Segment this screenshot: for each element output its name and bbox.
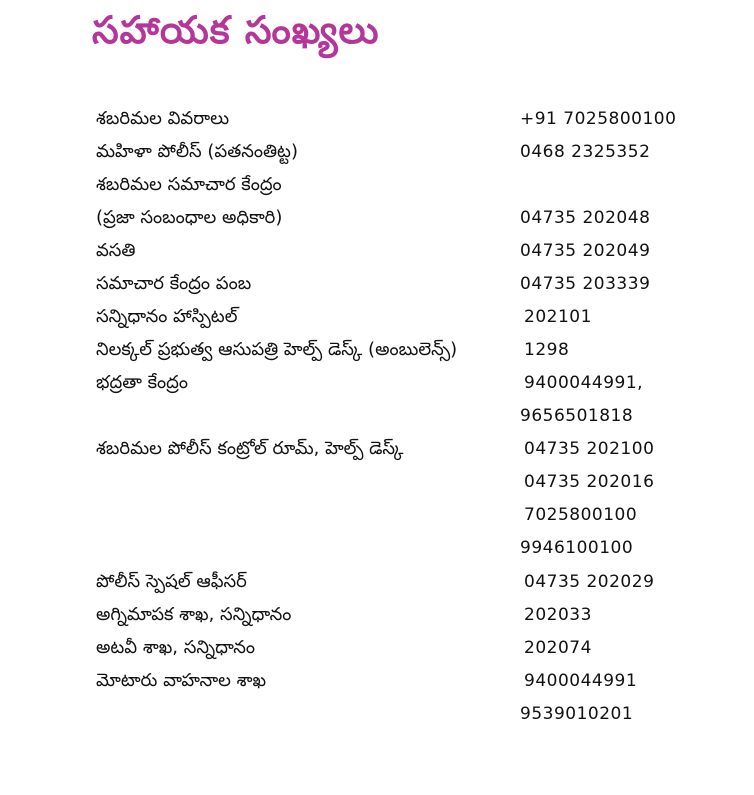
contact-number: 9400044991 xyxy=(524,671,638,691)
contact-label-accommodation: వసతి xyxy=(96,240,136,261)
contact-number: 04735 202100 xyxy=(524,439,655,459)
contact-number: 9400044991, xyxy=(524,373,644,393)
contact-number: 04735 202029 xyxy=(524,572,655,592)
contact-label-police-control-room: శబరిమల పోలీస్ కంట్రోల్ రూమ్, హెల్ప్ డెస్క్ xyxy=(96,438,404,459)
contact-number: 04735 203339 xyxy=(520,274,651,294)
contact-label-info-center: శబరిమల సమాచార కేంద్రం xyxy=(96,174,282,195)
contact-label-forest-department: అటవీ శాఖ, సన్నిధానం xyxy=(96,637,256,658)
contact-number: +91 7025800100 xyxy=(520,109,677,129)
contact-number: 9539010201 xyxy=(520,704,634,724)
contact-number: 0468 2325352 xyxy=(520,142,651,162)
contact-number: 7025800100 xyxy=(524,505,638,525)
contact-label-police-special-officer: పోలీస్ స్పెషల్ ఆఫీసర్ xyxy=(96,571,247,592)
contact-label-info-center-pamba: సమాచార కేంద్రం పంబ xyxy=(96,273,252,294)
contact-number: 9656501818 xyxy=(520,406,634,426)
contact-number: 9946100100 xyxy=(520,538,634,558)
contact-number: 202074 xyxy=(524,638,592,658)
contact-label-sannidhanam-hospital: సన్నిధానం హాస్పిటల్ xyxy=(96,306,238,327)
contact-number: 04735 202016 xyxy=(524,472,655,492)
contact-number: 202101 xyxy=(524,307,592,327)
contact-label-pro: (ప్రజా సంబంధాల అధికారి) xyxy=(96,207,283,228)
page-title: సహాయక సంఖ్యలు xyxy=(92,8,380,52)
contact-label-sabarimala-info: శబరిమల వివరాలు xyxy=(96,108,230,129)
contact-number: 04735 202048 xyxy=(520,208,651,228)
contact-number: 202033 xyxy=(524,605,592,625)
contact-label-motor-vehicles-department: మోటారు వాహనాల శాఖ xyxy=(96,670,267,691)
contact-label-security-center: భద్రతా కేంద్రం xyxy=(96,372,188,393)
contact-number: 1298 xyxy=(524,340,570,360)
contact-label-fire-department: అగ్నిమాపక శాఖ, సన్నిధానం xyxy=(96,604,292,625)
contact-label-women-police: మహిళా పోలీస్ (పతనంతిట్ట) xyxy=(96,141,298,162)
contact-label-nilakkal-hospital: నిలక్కల్ ప్రభుత్వ ఆసుపత్రి హెల్ప్ డెస్క్ (అంబులెన్స్) xyxy=(96,339,458,360)
contact-number: 04735 202049 xyxy=(520,241,651,261)
